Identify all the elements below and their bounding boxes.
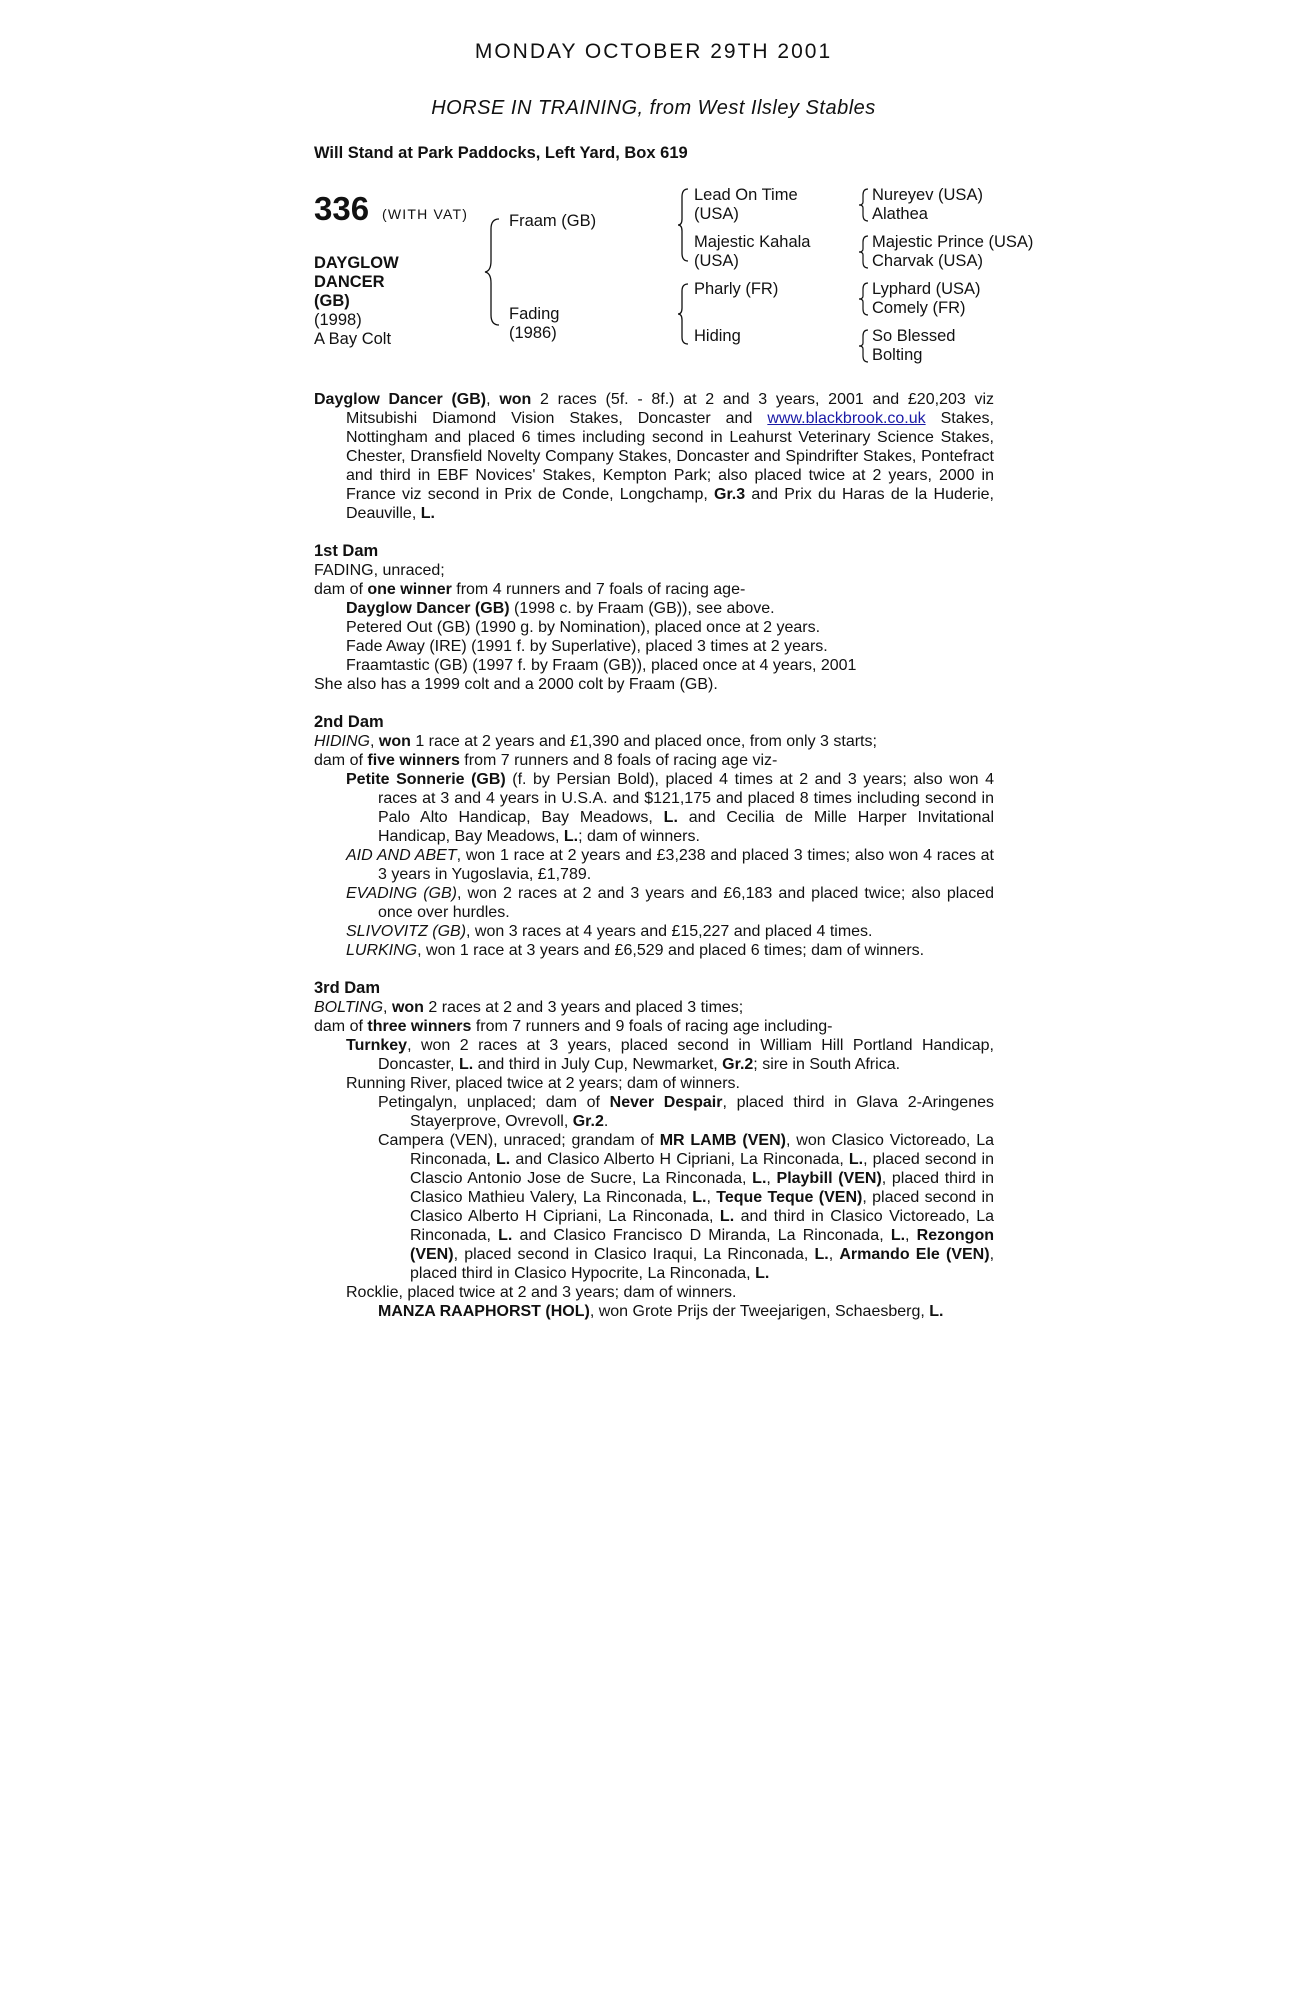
campera-t9: and Clasico Francisco D Miranda, La Rinconada, (512, 1227, 891, 1244)
pedigree-dsd: Comely (FR) (872, 299, 966, 317)
campera-l4: L. (692, 1189, 707, 1206)
manza-listed: L. (929, 1303, 944, 1320)
dam2-produce-1-text-2: and Cecilia de Mille Harper Invitational Handicap, Bay Meadows, (378, 809, 994, 845)
dam1-heading: 1st Dam (314, 542, 379, 560)
dam2-produce-2-name: AID AND ABET (346, 847, 457, 864)
campera-t3: , placed second in Clascio Antonio Jose de Sucre, La Rinconada, (410, 1151, 995, 1187)
dam3-produce-campera (314, 1131, 994, 1283)
dam2-produce-1 (314, 770, 994, 846)
dam2-produce-4-text: , won 3 races at 4 years and £15,227 and placed 4 times. (466, 923, 873, 940)
turnkey-listed: L. (458, 1056, 474, 1073)
dam1-produce-1-name: Dayglow Dancer (GB) (346, 600, 510, 617)
teque-teque-name: Teque Teque (VEN) (716, 1189, 863, 1206)
horse-description: A Bay Colt (314, 330, 392, 348)
dam3-produce-manza (314, 1302, 994, 1321)
dam1-produce-4: Fraamtastic (GB) (1997 f. by Fraam (GB)), placed once at 4 years, 2001 (346, 657, 857, 674)
turnkey-text-3: ; sire in South Africa. (753, 1056, 901, 1073)
pedigree-sire-dam-2: (USA) (694, 252, 739, 270)
dam3-line1: BOLTING, won 2 races at 2 and 3 years and placed 3 times; (314, 999, 744, 1016)
dam2-produce-1-text: (f. by Persian Bold), placed 4 times at 2 and 3 years; also won 4 races at 3 and 4 years in U.S.A. and $121,175 and placed 8 times including second in Palo Alto Handicap, Bay Meadows, (378, 771, 995, 826)
dam2-produce-2-text: , won 1 race at 2 years and £3,238 and placed 3 times; also won 4 races at 3 years in Yugoslavia, £1,789. (378, 847, 995, 883)
dam3-dam-of: dam of (314, 1018, 368, 1035)
pedigree-dam-dam: Hiding (694, 327, 741, 345)
dam2-won: won (378, 733, 411, 750)
dam1-note: She also has a 1999 colt and a 2000 colt by Fraam (GB). (314, 676, 718, 693)
vat-note: (WITH VAT) (382, 206, 469, 222)
campera-l7: L. (890, 1227, 906, 1244)
turnkey-text: , won 2 races at 3 years, placed second in William Hill Portland Handicap, Doncaster, (378, 1037, 994, 1073)
pedigree-bracket-dd (858, 328, 870, 364)
mr-lamb-name: MR LAMB (VEN) (659, 1132, 786, 1149)
dam3-produce-running-river: Running River, placed twice at 2 years; dam of winners. (346, 1075, 740, 1092)
dam2-line1-rest: 1 race at 2 years and £1,390 and placed once, from only 3 starts; (410, 733, 877, 750)
lot-subtitle: HORSE IN TRAINING, from West Ilsley Stables (431, 97, 876, 119)
petingalyn-end: . (603, 1113, 609, 1130)
dam3-rest: from 7 runners and 9 foals of racing age including- (471, 1018, 833, 1035)
summary-text-2: Stakes, Nottingham and placed 6 times including second in Leahurst Veterinary Science Stakes, Chester, Dransfield Novelty Company Stakes, Doncaster and Spindrifter Stakes, Pontefract and third in EBF Novices' Stakes, Kempton Park; also placed twice at 2 years, 2000 in France viz second in Prix de Conde, Longchamp, (346, 410, 994, 503)
petingalyn-grade: Gr.2 (572, 1113, 604, 1130)
catalogue-body (314, 390, 994, 1321)
dam1-produce-1-text: (1998 c. by Fraam (GB)), see above. (509, 600, 775, 617)
pedigree-ddd: Bolting (872, 346, 923, 364)
campera-t6: , (706, 1189, 717, 1206)
campera-t10: , (905, 1227, 917, 1244)
summary-listed: L. (420, 505, 435, 522)
dam3-produce-turnkey (314, 1036, 994, 1074)
dam2-produce-3-text: , won 2 races at 2 and 3 years and £6,183 and placed twice; also placed once over hurdles. (378, 885, 994, 921)
campera-t1: , won Clasico Victoreado, La Rinconada, (410, 1132, 995, 1168)
campera-l3: L. (752, 1170, 767, 1187)
petingalyn-text-2: , placed third in Glava 2-Aringenes Stayerprove, Ovrevoll, (410, 1094, 995, 1130)
pedigree-bracket-ds (858, 281, 870, 317)
dam3-produce-petingalyn (314, 1093, 994, 1131)
dam1-produce-1 (314, 599, 994, 618)
dam3-produce-rocklie: Rocklie, placed twice at 2 and 3 years; dam of winners. (346, 1284, 737, 1301)
dam3-name: BOLTING (314, 999, 384, 1016)
campera-l6: L. (498, 1227, 513, 1244)
horse-name-line1: DAYGLOW (314, 254, 399, 272)
dam2-line2 (314, 751, 994, 770)
pedigree-bracket-dam (678, 282, 692, 346)
stand-location: Will Stand at Park Paddocks, Left Yard, Box 619 (314, 144, 688, 162)
dam3-line2 (314, 1017, 994, 1036)
dam2-produce-1-name: Petite Sonnerie (GB) (346, 771, 506, 788)
dam1-produce-3: Fade Away (IRE) (1991 f. by Superlative), placed 3 times at 2 years. (346, 638, 828, 655)
dam2-produce-5-name: LURKING (346, 942, 418, 959)
pedigree-dam: Fading (509, 305, 560, 323)
lot-number: 336 (314, 190, 370, 227)
dam2-produce-1-text-3: ; dam of winners. (578, 828, 700, 845)
dam1-dam-of: dam of (314, 581, 368, 598)
turnkey-name: Turnkey (346, 1037, 408, 1054)
pedigree-bracket-ss (858, 187, 870, 223)
playbill-name: Playbill (VEN) (776, 1170, 882, 1187)
summary-won: won (499, 391, 532, 408)
dam2-rest: from 7 runners and 8 foals of racing age viz- (459, 752, 778, 769)
dam1-winners: one winner (367, 581, 452, 598)
campera-text: Campera (VEN), unraced; grandam of (378, 1132, 660, 1149)
sale-date: MONDAY OCTOBER 29TH 2001 (474, 40, 833, 63)
dam2-produce-3-name: EVADING (GB) (346, 885, 457, 902)
campera-t5: , placed third in Clasico Mathieu Valery, La Rinconada, (410, 1170, 994, 1206)
campera-l9: L. (755, 1265, 770, 1282)
dam2-line1: HIDING, won 1 race at 2 years and £1,390 and placed once, from only 3 starts; (314, 733, 877, 750)
dam2-winners: five winners (367, 752, 460, 769)
dam2-produce-1-listed-1: L. (663, 809, 678, 826)
pedigree-sire-sire-1: Lead On Time (694, 186, 798, 204)
pedigree-bracket-sd (858, 234, 870, 270)
summary-text-3: and Prix du Haras de la Huderie, Deauville, (346, 486, 995, 522)
pedigree-sire-sire-2: (USA) (694, 205, 739, 223)
campera-t13: , placed third in Clasico Hypocrite, La Rinconada, (410, 1246, 995, 1282)
pedigree-dds: So Blessed (872, 327, 956, 345)
race-summary: Dayglow Dancer (GB), won 2 races (5f. - 8f.) at 2 and 3 years, 2001 and £20,203 viz Mitsubishi Diamond Vision Stakes, Doncaster and www.blackbrook.co.uk Stakes, Nottingham and placed 6 times including second in Leahurst Veterinary Science Stakes, Chester, Dransfield Novelty Company Stakes, Doncaster and Spindrifter Stakes, Pontefract and third in EBF Novices' Stakes, Kempton Park; also placed twice at 2 years, 2000 in France viz second in Prix de Conde, Longchamp, Gr.3 and Prix du Haras de la Huderie, Deauville, L. (314, 391, 995, 522)
dam3-won: won (391, 999, 424, 1016)
dam3-line1-rest: 2 races at 2 and 3 years and placed 3 times; (423, 999, 744, 1016)
website-link[interactable]: www.blackbrook.co.uk (767, 410, 926, 427)
dam2-produce-2 (314, 846, 994, 884)
pedigree-dss: Lyphard (USA) (872, 280, 981, 298)
dam2-dam-of: dam of (314, 752, 368, 769)
campera-l5: L. (719, 1208, 735, 1225)
dam2-produce-4-name: SLIVOVITZ (GB) (346, 923, 467, 940)
pedigree-sss: Nureyev (USA) (872, 186, 983, 204)
dam2-name: HIDING (314, 733, 370, 750)
dam1-produce-2: Petered Out (GB) (1990 g. by Nomination), placed once at 2 years. (346, 619, 821, 636)
dam2-produce-1-listed-2: L. (563, 828, 579, 845)
rezongon-name: Rezongon (VEN) (410, 1227, 994, 1263)
dam2-produce-4 (314, 922, 994, 941)
dam3-heading: 3rd Dam (314, 979, 381, 997)
dam2-produce-5 (314, 941, 994, 960)
summary-grade: Gr.3 (714, 486, 746, 503)
dam2-produce-3 (314, 884, 994, 922)
summary-text-1: 2 races (5f. - 8f.) at 2 and 3 years, 2001 and £20,203 viz Mitsubishi Diamond Vision Stakes, Doncaster and (346, 391, 995, 427)
horse-name-line3: (GB) (314, 292, 350, 310)
pedigree-bracket-sire (678, 187, 692, 263)
horse-name-line2: DANCER (314, 273, 385, 291)
campera-l8: L. (814, 1246, 829, 1263)
pedigree-sire-dam-1: Majestic Kahala (694, 233, 811, 251)
dam1-rest: from 4 runners and 7 foals of racing age- (451, 581, 746, 598)
horse-details (314, 254, 399, 349)
horse-year: (1998) (314, 311, 362, 329)
pedigree-dam-sire: Pharly (FR) (694, 280, 779, 298)
pedigree-dam-year: (1986) (509, 324, 557, 342)
petingalyn-text: Petingalyn, unplaced; dam of (378, 1094, 610, 1111)
dam2-produce-5-text: , won 1 race at 3 years and £6,529 and placed 6 times; dam of winners. (417, 942, 925, 959)
pedigree-ssd: Alathea (872, 205, 928, 223)
pedigree-sdd: Charvak (USA) (872, 252, 983, 270)
turnkey-grade: Gr.2 (722, 1056, 754, 1073)
campera-t7: , placed second in Clasico Alberto H Cipriani, La Rinconada, (410, 1189, 994, 1225)
pedigree-sds: Majestic Prince (USA) (872, 233, 1034, 251)
dam3-winners: three winners (367, 1018, 472, 1035)
campera-t2: and Clasico Alberto H Cipriani, La Rinconada, (510, 1151, 849, 1168)
pedigree-bracket-main (485, 217, 505, 327)
dam1-line1: FADING, unraced; (314, 562, 445, 579)
turnkey-text-2: and third in July Cup, Newmarket, (473, 1056, 723, 1073)
dam2-heading: 2nd Dam (314, 713, 384, 731)
manza-raaphorst-name: MANZA RAAPHORST (HOL) (378, 1303, 590, 1320)
campera-t11: , placed second in Clasico Iraqui, La Rinconada, (453, 1246, 815, 1263)
manza-text: , won Grote Prijs der Tweejarigen, Schaesberg, (589, 1303, 930, 1320)
campera-t8: and third in Clasico Victoreado, La Rinconada, (410, 1208, 994, 1244)
campera-t4: , (766, 1170, 777, 1187)
summary-horse-name: Dayglow Dancer (GB) (314, 391, 487, 408)
campera-l1: L. (496, 1151, 511, 1168)
campera-t12: , (828, 1246, 840, 1263)
campera-l2: L. (848, 1151, 864, 1168)
pedigree-sire: Fraam (GB) (509, 212, 597, 230)
dam1-line2 (314, 580, 994, 599)
armando-ele-name: Armando Ele (VEN) (839, 1246, 990, 1263)
never-despair-name: Never Despair (609, 1094, 723, 1111)
